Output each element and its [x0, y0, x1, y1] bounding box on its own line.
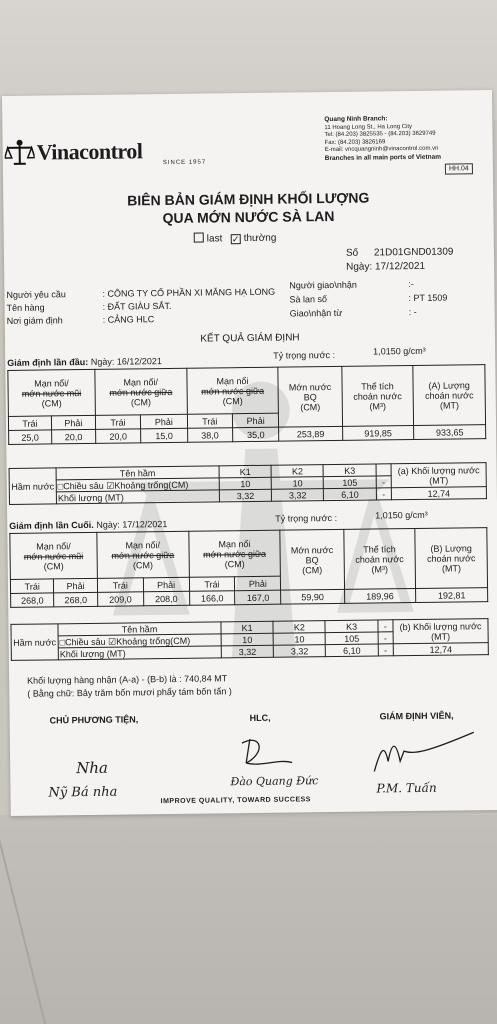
hdr-aft: Mạn nổi mớn nước giữa (CM): [188, 530, 280, 577]
cell-value: 3,32: [272, 489, 324, 502]
branch-network: Branches in all main ports of Vietnam: [324, 153, 442, 162]
hdr-stbd: Phải: [141, 414, 188, 429]
hdr-port: Trái: [187, 414, 233, 429]
thuong-checkbox[interactable]: ✓: [231, 234, 240, 245]
cell-value: 35,0: [233, 427, 280, 442]
last-checkbox[interactable]: [194, 233, 204, 243]
ballast-result-label: (b) Khối lượng nước (MT): [393, 619, 488, 644]
k1-hdr: K1: [221, 621, 273, 634]
hdr-port: Trái: [95, 415, 141, 430]
branch-title: Quang Ninh Branch:: [324, 115, 388, 124]
cell-dash: -: [376, 476, 391, 488]
last-ballast-table: [10, 618, 488, 661]
tank-name-hdr: Tên hầm: [56, 466, 219, 480]
result-title: KẾT QUẢ GIÁM ĐỊNH: [200, 332, 300, 345]
cell-value: 208,0: [143, 591, 189, 606]
cell-value: 253,89: [279, 426, 342, 441]
first-density-value: 1,0150 g/cm³: [373, 345, 426, 357]
hdr-stbd: Phải: [51, 415, 95, 430]
weight-row-label: Khối lượng (MT): [58, 646, 221, 660]
last-survey-date: Ngày: 17/12/2021: [96, 519, 168, 530]
hdr-port: Trái: [10, 579, 54, 594]
barge-label: Sà lan số: [289, 294, 328, 305]
cell-value: 919,85: [342, 425, 414, 440]
cell-value: 192,81: [416, 588, 488, 603]
ballast-result-label: (a) Khối lượng nước (MT): [391, 463, 486, 488]
first-survey-label: Giám định lần đầu:: [7, 356, 89, 368]
branch-address: 11 Hoang Long St., Ha Long City: [324, 123, 413, 131]
hdr-volume: Thể tích choán nước (M³): [343, 528, 415, 589]
goods-value: : ĐẤT GIÀU SẮT.: [102, 300, 172, 312]
barge-value: : PT 1509: [408, 292, 448, 304]
inspector-signature-label: GIÁM ĐỊNH VIÊN,: [379, 710, 454, 722]
branch-email: E-mail: vncquangninh@vinacontrol.com.vn: [324, 145, 439, 154]
hdr-displacement-a: (A) Lượng choán nước (MT): [413, 365, 485, 426]
ballast-result-value: 12,74: [391, 487, 486, 500]
blank-cell: [376, 464, 391, 476]
hdr-volume: Thể tích choán nước (M³): [341, 365, 413, 426]
branch-info: [324, 115, 441, 163]
company-slogan: IMPROVE QUALITY, TOWARD SUCCESS: [160, 796, 312, 806]
owner-handwriting-1: Nha: [76, 758, 109, 778]
hlc-signature-mark: [232, 732, 302, 773]
cell-value: 209,0: [97, 592, 143, 607]
cell-dash: -: [378, 644, 393, 656]
so-label: Số: [345, 247, 359, 259]
k1-hdr: K1: [219, 465, 271, 478]
cell-value: 20,0: [51, 429, 95, 444]
goods-label: Tên hàng: [6, 302, 45, 313]
report-date: Ngày: 17/12/2021: [346, 260, 426, 273]
last-density-label: Tỷ trọng nước :: [275, 512, 338, 524]
cell-value: 105: [326, 632, 378, 645]
hdr-fwd: Mạn nổi/ mớn nước mũi (CM): [10, 532, 97, 579]
hdr-port: Trái: [189, 577, 235, 592]
company-logo: Vinacontrol: [36, 138, 143, 165]
k3-hdr: K3: [323, 464, 375, 477]
cell-value: 166,0: [189, 591, 235, 606]
requester-value: : CÔNG TY CỔ PHẦN XI MĂNG HẠ LONG: [102, 286, 276, 299]
last-density-value: 1,0150 g/cm³: [375, 509, 428, 521]
cell-value: 20,0: [95, 429, 141, 444]
hlc-signature-label: HLC,: [249, 712, 271, 724]
cell-value: 189,96: [344, 588, 416, 603]
inspector-signature-mark: [370, 730, 481, 777]
cell-value: 10: [219, 477, 271, 490]
cell-value: 25,0: [9, 430, 52, 445]
hdr-stbd: Phải: [143, 577, 189, 592]
cell-value: 38,0: [187, 428, 233, 443]
place-label: Nơi giám định: [6, 315, 63, 326]
from-value: : -: [408, 306, 417, 318]
ballast-label: Hầm nước: [9, 468, 56, 505]
weight-row-label: Khối lượng (MT): [56, 490, 219, 504]
first-density-label: Tỷ trọng nước :: [273, 349, 336, 361]
hdr-stbd: Phải: [54, 578, 98, 593]
k3-hdr: K3: [325, 620, 377, 633]
k2-hdr: K2: [271, 465, 323, 478]
form-code: HH.04: [445, 163, 473, 174]
cell-value: 6,10: [326, 644, 378, 657]
cell-value: 167,0: [235, 590, 281, 605]
total-received: Khối lượng hàng nhận (A-a) - (B-b) là : 740,84 MT: [27, 673, 228, 686]
owner-signature-label: CHỦ PHƯƠNG TIỆN,: [49, 714, 139, 726]
cell-dash: -: [378, 620, 393, 632]
deliverer-value: :-: [408, 278, 414, 290]
branch-fax: Fax: (84.203) 3826169: [324, 138, 386, 146]
hdr-fwd: Mạn nổi/ mớn nước mũi (CM): [8, 369, 95, 416]
first-survey-line: [7, 356, 162, 368]
hdr-mid: Mạn nổi/ mớn nước giữa (CM): [97, 531, 189, 578]
hdr-mid: Mạn nổi/ mớn nước giữa (CM): [95, 368, 187, 415]
last-survey-line: [9, 519, 167, 531]
deliverer-label: Người giao\nhận: [289, 279, 357, 291]
hdr-port: Trái: [97, 578, 143, 593]
tank-name-hdr: Tên hầm: [58, 622, 221, 636]
total-in-words: ( Bằng chữ: Bảy trăm bốn mươi phẩy tám bốn tấn ): [27, 686, 232, 699]
inspector-handwriting: P.M. Tuấn: [376, 780, 437, 796]
k2-hdr: K2: [273, 621, 325, 634]
owner-handwriting-2: Nỹ Bá nha: [48, 784, 118, 801]
background-floor: [0, 815, 497, 1024]
company-since: SINCE 1957: [162, 159, 207, 167]
cell-value: 59,90: [281, 589, 344, 604]
cell-dash: -: [378, 632, 393, 644]
doc-title-1: BIÊN BẢN GIÁM ĐỊNH KHỐI LƯỢNG: [127, 189, 370, 209]
last-draft-table: [9, 527, 488, 608]
last-survey-label: Giám định lần Cuối.: [9, 519, 94, 531]
hdr-mean-draft: Mớn nước BQ (CM): [280, 529, 344, 590]
cell-value: 10: [273, 633, 325, 646]
cell-value: 6,10: [324, 488, 376, 501]
cell-dash: -: [376, 488, 391, 500]
requester-label: Người yêu cầu: [6, 289, 66, 300]
hdr-stbd: Phải: [235, 576, 281, 591]
hlc-handwriting: Đào Quang Đức: [230, 774, 319, 789]
branch-tel: Tel: (84.203) 3825535 - (84.203) 3629749: [324, 130, 436, 139]
cell-value: 105: [324, 476, 376, 489]
first-survey-date: Ngày: 16/12/2021: [90, 356, 162, 367]
doc-title-2: QUA MỚN NƯỚC SÀ LAN: [162, 207, 335, 227]
cell-value: 933,65: [414, 425, 486, 440]
hdr-aft: Mạn nổi mớn nước giữa (CM): [186, 367, 278, 414]
cell-value: 268,0: [11, 593, 55, 608]
cell-value: 10: [221, 633, 273, 646]
hdr-mean-draft: Mớn nước BQ (CM): [278, 366, 342, 427]
ballast-label: Hầm nước: [11, 624, 58, 661]
cell-value: 3,32: [219, 489, 271, 502]
first-ballast-table: [9, 462, 487, 505]
ullage-row-label: □Chiều sâu ☑Khoảng trống(CM): [56, 478, 219, 492]
document-page: [2, 90, 497, 816]
cell-value: 268,0: [54, 592, 98, 607]
option-thuong-label: thường: [243, 232, 277, 245]
cell-value: 3,32: [273, 645, 325, 658]
hdr-port: Trái: [8, 416, 51, 431]
from-label: Giao\nhận từ: [289, 307, 343, 319]
cell-value: 15,0: [141, 428, 188, 443]
first-draft-table: [7, 364, 486, 445]
cell-value: 3,32: [221, 645, 273, 658]
place-value: : CẢNG HLC: [102, 314, 155, 325]
vinacontrol-scale-logo-icon: [5, 138, 35, 166]
so-value: 21D01GND01309: [373, 246, 454, 259]
ballast-result-value: 12,74: [393, 643, 488, 656]
ullage-row-label: □Chiều sâu ☑Khoảng trống(CM): [58, 634, 221, 648]
option-row: [194, 232, 277, 245]
cell-value: 10: [271, 477, 323, 490]
option-last-label: last: [206, 233, 223, 245]
hdr-displacement-b: (B) Lượng choán nước (MT): [415, 528, 488, 589]
hdr-stbd: Phải: [232, 413, 279, 428]
